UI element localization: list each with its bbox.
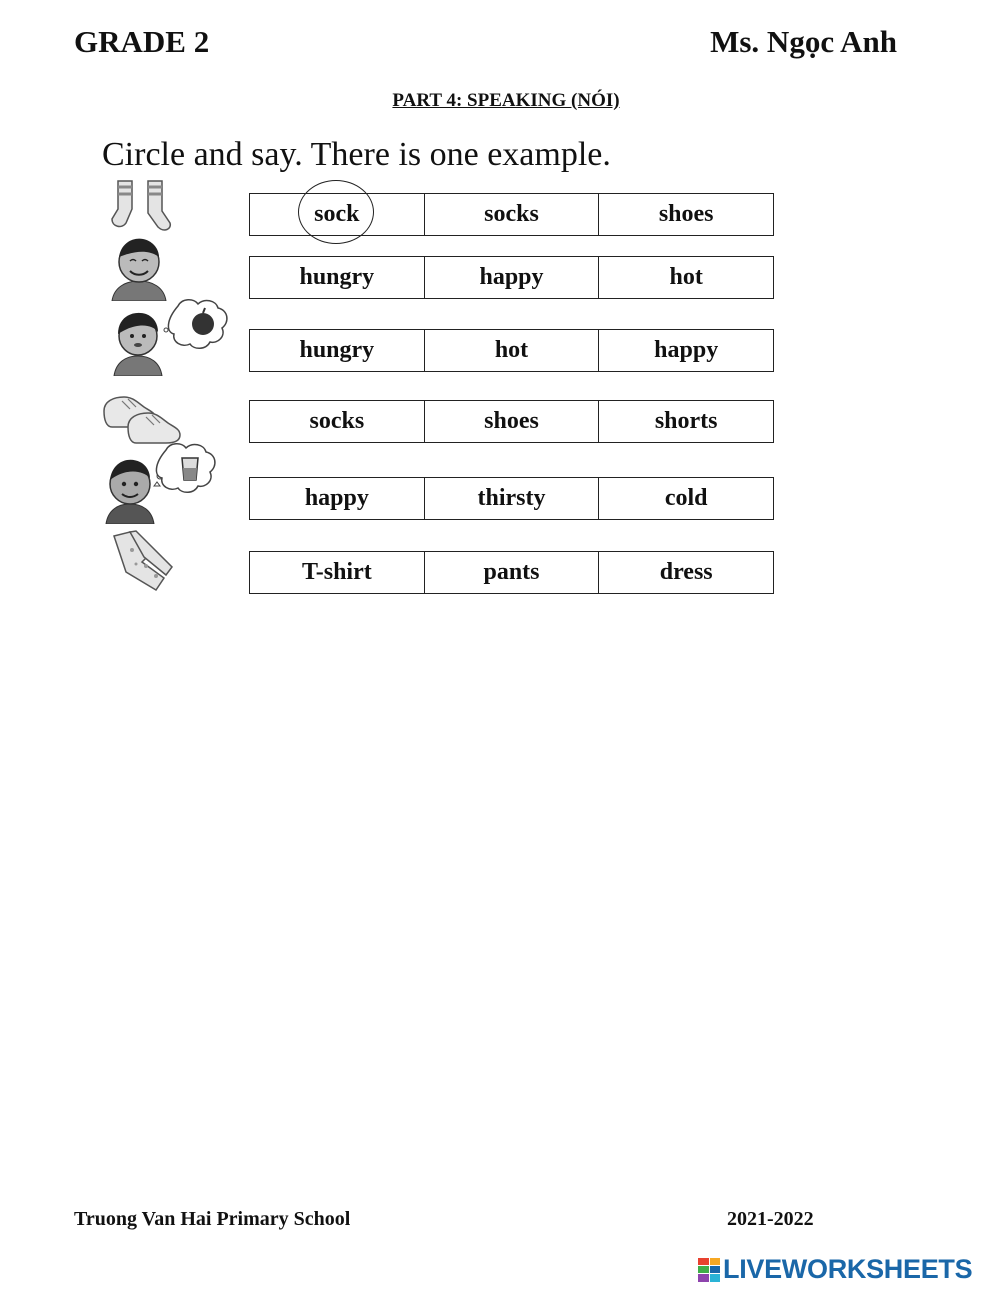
- answer-row-4: [249, 400, 774, 443]
- part-title: PART 4: SPEAKING (NÓI): [392, 90, 620, 111]
- brand-logo-icon: [698, 1258, 720, 1282]
- teacher-name: Ms. Ngọc Anh: [710, 24, 897, 59]
- footer-school-name: Truong Van Hai Primary School: [74, 1208, 351, 1230]
- option-cell[interactable]: cold: [598, 478, 773, 519]
- answer-row-6: [249, 551, 774, 594]
- hungry-girl-picture: [108, 298, 236, 376]
- shoes-picture: [100, 385, 182, 445]
- option-cell[interactable]: socks: [424, 194, 599, 235]
- answer-row-1: [249, 193, 774, 236]
- answer-row-2: [249, 256, 774, 299]
- option-cell[interactable]: T-shirt: [301, 559, 372, 585]
- option-cell[interactable]: sock: [314, 201, 360, 227]
- liveworksheets-logo[interactable]: [698, 1254, 972, 1285]
- grade-label: GRADE 2: [74, 24, 210, 59]
- option-cell[interactable]: shoes: [424, 401, 599, 442]
- answer-row-5: [249, 477, 774, 520]
- option-cell[interactable]: shorts: [598, 401, 773, 442]
- option-cell[interactable]: hot: [598, 257, 773, 298]
- socks-picture: [108, 178, 178, 232]
- option-cell[interactable]: pants: [424, 552, 599, 593]
- option-cell[interactable]: shoes: [598, 194, 773, 235]
- pants-picture: [106, 530, 176, 594]
- option-cell[interactable]: happy: [598, 330, 773, 371]
- happy-boy-picture: [108, 235, 170, 301]
- option-cell[interactable]: dress: [598, 552, 773, 593]
- option-cell[interactable]: socks: [309, 408, 365, 434]
- option-cell[interactable]: hot: [424, 330, 599, 371]
- instruction-text: Circle and say. There is one example.: [102, 136, 611, 173]
- option-cell[interactable]: happy: [424, 257, 599, 298]
- brand-name: LIVEWORKSHEETS: [723, 1254, 973, 1284]
- option-cell[interactable]: hungry: [299, 337, 375, 363]
- option-cell[interactable]: hungry: [299, 264, 375, 290]
- footer-school-year: 2021-2022: [727, 1208, 814, 1230]
- option-cell[interactable]: happy: [304, 485, 369, 511]
- answer-row-3: [249, 329, 774, 372]
- thirsty-boy-picture: [104, 440, 222, 524]
- option-cell[interactable]: thirsty: [424, 478, 599, 519]
